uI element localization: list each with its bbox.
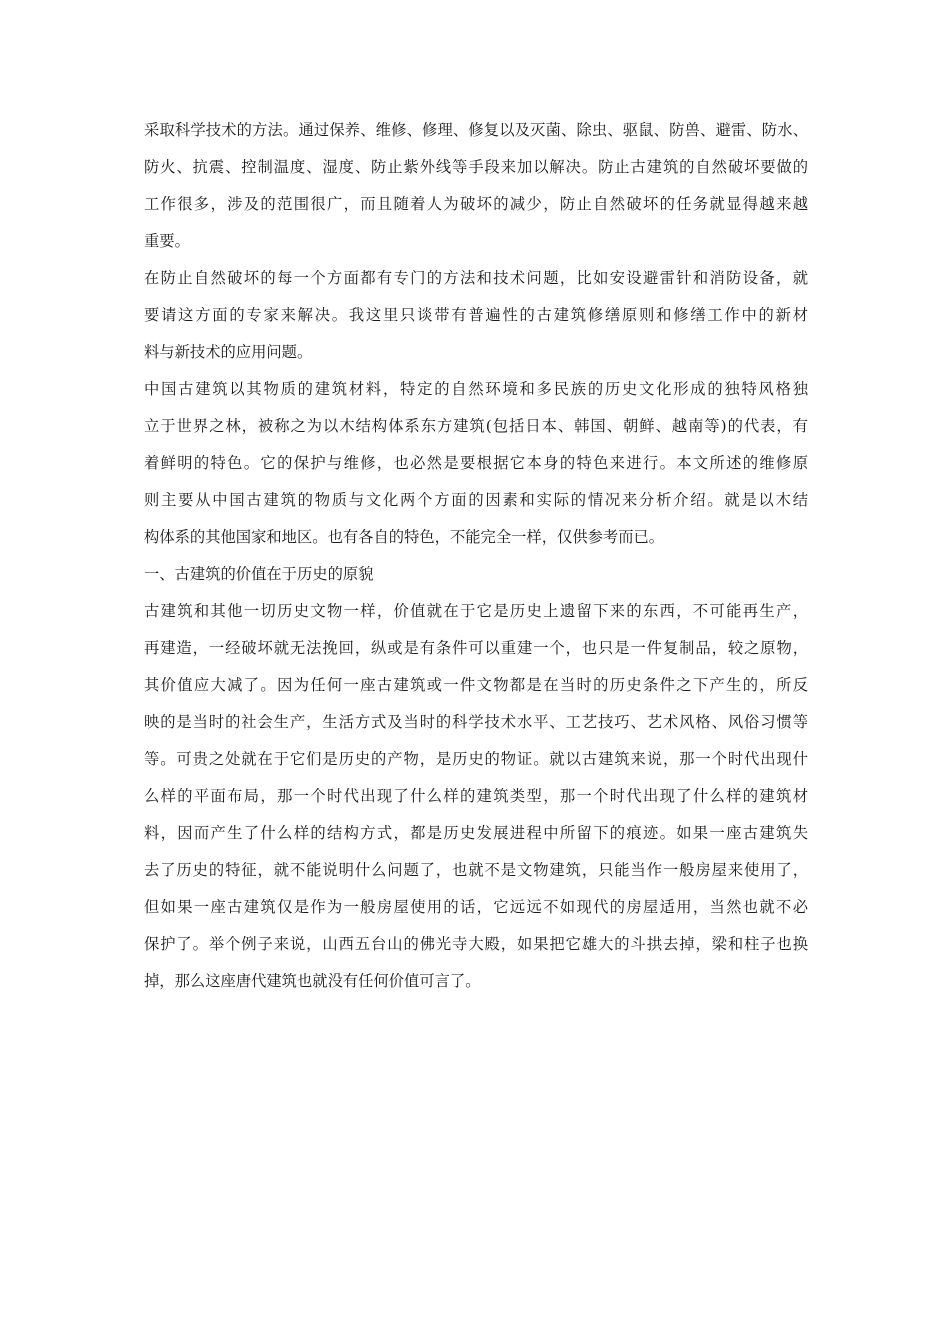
text-line: 防火、抗震、控制温度、湿度、防止紫外线等手段来加以解决。防止古建筑的自然破坏要做的: [144, 158, 808, 176]
text-line: 采取科学技术的方法。通过保养、维修、修理、修复以及灭菌、除虫、驱鼠、防兽、避雷、防水、: [144, 121, 808, 139]
text-line: 重要。: [144, 232, 190, 250]
text-line: 但如果一座古建筑仅是作为一般房屋使用的话，它远远不如现代的房屋适用，当然也就不必: [144, 898, 808, 916]
text-line: 掉，那么这座唐代建筑也就没有任何价值可言了。: [144, 972, 481, 990]
text-line: 要请这方面的专家来解决。我这里只谈带有普遍性的古建筑修缮原则和修缮工作中的新材: [144, 306, 808, 324]
text-line: 构体系的其他国家和地区。也有各自的特色，不能完全一样，仅供参考而已。: [144, 528, 665, 546]
text-line: 映的是当时的社会生产，生活方式及当时的科学技术水平、工艺技巧、艺术风格、风俗习惯等: [144, 713, 808, 731]
text-line: 则主要从中国古建筑的物质与文化两个方面的因素和实际的情况来分析介绍。就是以木结: [144, 491, 808, 509]
text-line: 再建造，一经破坏就无法挽回，纵或是有条件可以重建一个，也只是一件复制品，较之原物，: [144, 639, 808, 657]
text-line: 等。可贵之处就在于它们是历史的产物，是历史的物证。就以古建筑来说，那一个时代出现什: [144, 750, 808, 768]
text-line: 料与新技术的应用问题。: [144, 343, 313, 361]
text-line: 工作很多，涉及的范围很广，而且随着人为破坏的减少，防止自然破坏的任务就显得越来越: [144, 195, 808, 213]
text-line: 保护了。举个例子来说，山西五台山的佛光寺大殿，如果把它雄大的斗拱去掉，梁和柱子也换: [144, 935, 808, 953]
document-body: [144, 112, 808, 1000]
text-line: 料，因而产生了什么样的结构方式，都是历史发展进程中所留下的痕迹。如果一座古建筑失: [144, 824, 808, 842]
text-line: 着鲜明的特色。它的保护与维修，也必然是要根据它本身的特色来进行。本文所述的维修原: [144, 454, 808, 472]
text-line: 立于世界之林，被称之为以木结构体系东方建筑(包括日本、韩国、朝鲜、越南等)的代表，有: [144, 417, 808, 435]
text-line: 其价值应大减了。因为任何一座古建筑或一件文物都是在当时的历史条件之下产生的，所反: [144, 676, 808, 694]
text-line: 中国古建筑以其物质的建筑材料，特定的自然环境和多民族的历史文化形成的独特风格独: [144, 380, 808, 398]
text-line: 么样的平面布局，那一个时代出现了什么样的建筑类型，那一个时代出现了什么样的建筑材: [144, 787, 808, 805]
text-line: 古建筑和其他一切历史文物一样，价值就在于它是历史上遗留下来的东西，不可能再生产，: [144, 602, 808, 620]
section-heading: 一、古建筑的价值在于历史的原貌: [144, 565, 374, 583]
text-line: 去了历史的特征，就不能说明什么问题了，也就不是文物建筑，只能当作一般房屋来使用了，: [144, 861, 808, 879]
text-line: 在防止自然破坏的每一个方面都有专门的方法和技术问题，比如安设避雷针和消防设备，就: [144, 269, 808, 287]
